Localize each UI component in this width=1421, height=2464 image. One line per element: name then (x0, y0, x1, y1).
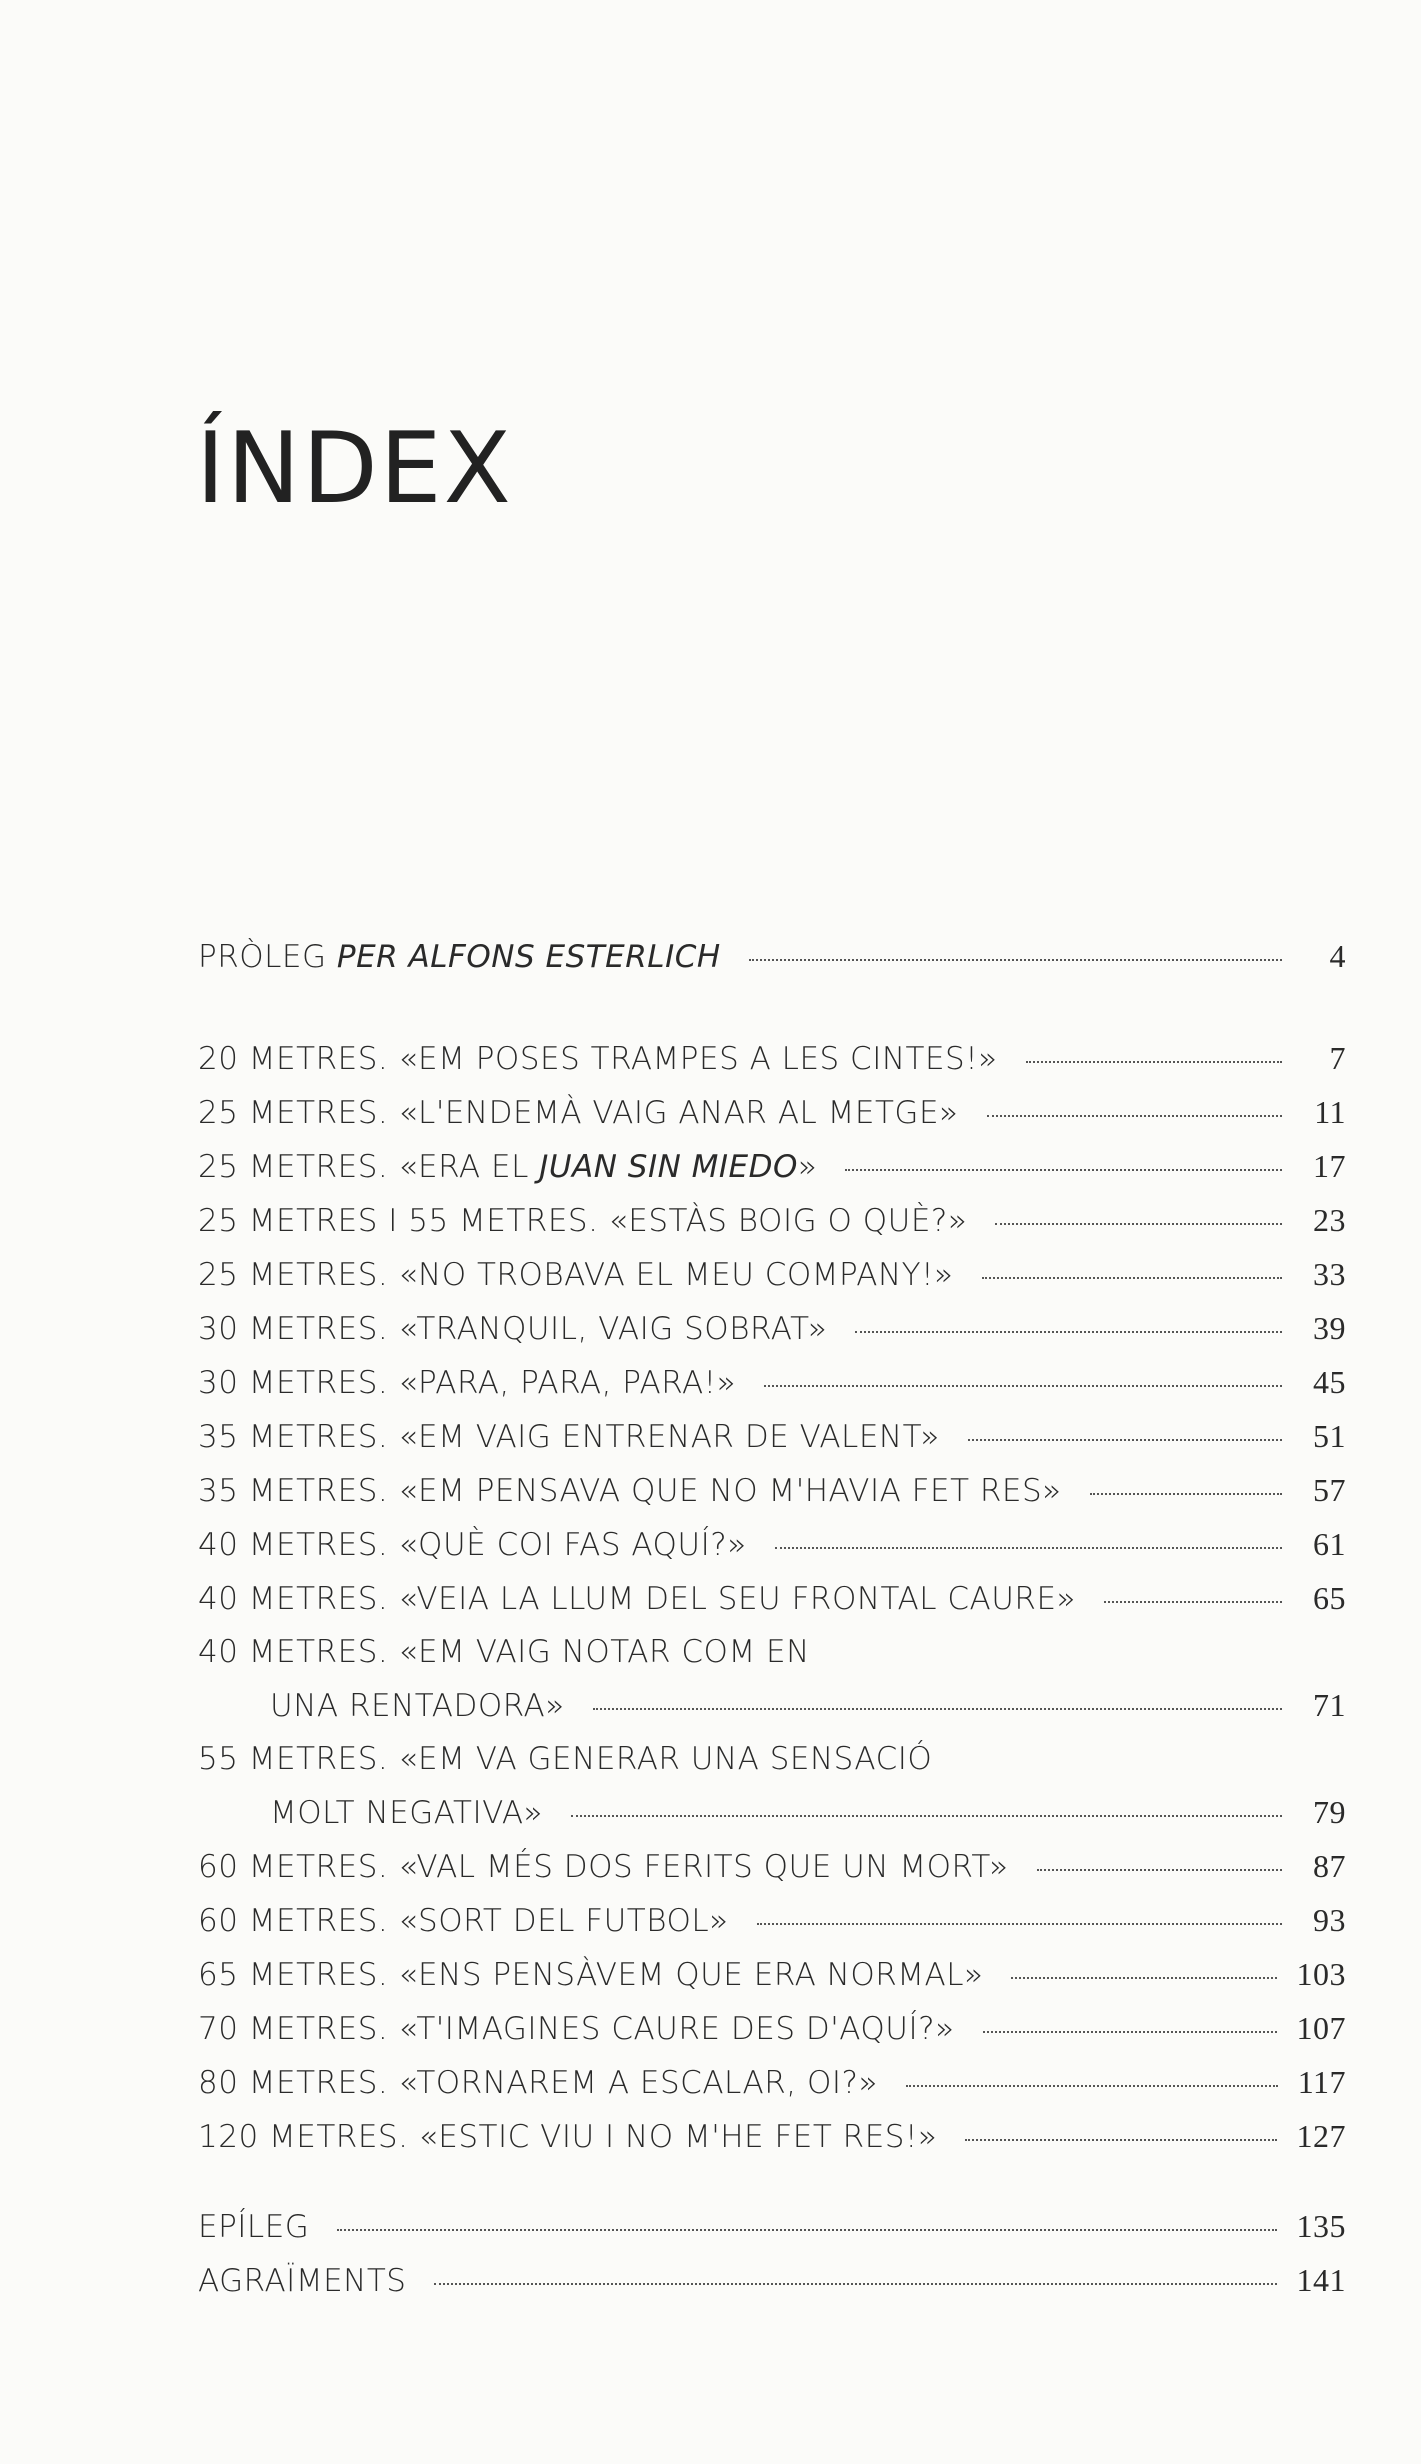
toc-entry-prologue[interactable] (198, 930, 1346, 984)
dot-leader (906, 2085, 1278, 2087)
toc-page-number: 39 (1313, 1310, 1346, 1346)
toc-entry-label: 20 METRES. «EM POSES TRAMPES A LES CINTES!» (198, 1041, 998, 1077)
toc-entry-label: 40 METRES. «QUÈ COI FAS AQUÍ?» (198, 1527, 747, 1563)
toc-entry-label-line1: 55 METRES. «EM VA GENERAR UNA SENSACIÓ (198, 1741, 933, 1777)
toc-entry-label: PRÒLEG PER ALFONS ESTERLICH (198, 939, 721, 975)
dot-leader (1011, 1977, 1276, 1979)
toc-entry[interactable] (198, 1140, 1346, 1194)
toc-entry-label: 120 METRES. «ESTIC VIU I NO M'HE FET RES!» (198, 2119, 938, 2155)
toc-page-number: 57 (1313, 1472, 1346, 1508)
toc-entry-label: 25 METRES. «L'ENDEMÀ VAIG ANAR AL METGE» (198, 1095, 959, 1131)
dot-leader (995, 1223, 1282, 1225)
toc-entry-label: 30 METRES. «TRANQUIL, VAIG SOBRAT» (198, 1311, 828, 1347)
toc-page-number: 17 (1313, 1148, 1346, 1184)
toc-entry-label: EPÍLEG (198, 2209, 310, 2245)
toc-page-number: 33 (1313, 1256, 1346, 1292)
dot-leader (757, 1923, 1282, 1925)
toc-page-number: 51 (1313, 1418, 1346, 1454)
toc-entry-label: 35 METRES. «EM VAIG ENTRENAR DE VALENT» (198, 1419, 940, 1455)
dot-leader (845, 1169, 1282, 1171)
dot-leader (434, 2283, 1276, 2285)
dot-leader (982, 1277, 1283, 1279)
toc-entry-label-line2: UNA RENTADORA» (270, 1688, 565, 1724)
toc-entry-wrapped[interactable] (198, 1626, 1346, 1733)
toc-entry[interactable] (198, 2056, 1346, 2110)
toc-entry-epilogue[interactable] (198, 2200, 1346, 2254)
toc-page-number: 7 (1329, 1040, 1346, 1076)
toc-page-number: 93 (1313, 1902, 1346, 1938)
toc-entry-label: 40 METRES. «VEIA LA LLUM DEL SEU FRONTAL CAURE» (198, 1581, 1077, 1617)
toc-entry[interactable] (198, 1464, 1346, 1518)
toc-entry[interactable] (198, 1356, 1346, 1410)
toc-entry[interactable] (198, 2002, 1346, 2056)
toc-entry[interactable] (198, 1086, 1346, 1140)
toc-entry[interactable] (198, 1572, 1346, 1626)
toc-page-number: 11 (1314, 1094, 1346, 1130)
toc-entry-label: 65 METRES. «ENS PENSÀVEM QUE ERA NORMAL» (198, 1957, 984, 1993)
toc-page-number: 45 (1313, 1364, 1346, 1400)
page-title: ÍNDEX (196, 412, 513, 526)
toc-entry-label: 25 METRES. «NO TROBAVA EL MEU COMPANY!» (198, 1257, 954, 1293)
toc-entry-label: 60 METRES. «SORT DEL FUTBOL» (198, 1903, 729, 1939)
dot-leader (593, 1708, 1282, 1710)
toc-page-number: 135 (1296, 2208, 1346, 2244)
toc-entry[interactable] (198, 2110, 1346, 2164)
toc-entry-label: 35 METRES. «EM PENSAVA QUE NO M'HAVIA FET RES» (198, 1473, 1062, 1509)
toc-page-number: 71 (1313, 1687, 1346, 1723)
toc-entry[interactable] (198, 1840, 1346, 1894)
toc-intro-section (198, 930, 1346, 984)
toc-entry-label: 80 METRES. «TORNAREM A ESCALAR, OI?» (198, 2065, 878, 2101)
toc-entry-label: 70 METRES. «T'IMAGINES CAURE DES D'AQUÍ?» (198, 2011, 955, 2047)
dot-leader (749, 959, 1282, 961)
toc-entry-label: 25 METRES. «ERA EL JUAN SIN MIEDO» (198, 1149, 818, 1185)
toc-page-number: 23 (1313, 1202, 1346, 1238)
toc-page-number: 127 (1296, 2118, 1346, 2154)
toc-entry-label: 30 METRES. «PARA, PARA, PARA!» (198, 1365, 737, 1401)
toc-entry[interactable] (198, 1410, 1346, 1464)
dot-leader (1037, 1869, 1282, 1871)
toc-page-number: 79 (1313, 1794, 1346, 1830)
toc-entry-label-line1: 40 METRES. «EM VAIG NOTAR COM EN (198, 1634, 810, 1670)
toc-page-number: 103 (1296, 1956, 1346, 1992)
toc-page-number: 117 (1297, 2064, 1346, 2100)
toc-entry[interactable] (198, 1302, 1346, 1356)
dot-leader (764, 1385, 1282, 1387)
dot-leader (1104, 1601, 1282, 1603)
dot-leader (775, 1547, 1282, 1549)
toc-page-number: 65 (1313, 1580, 1346, 1616)
toc-chapters-section (198, 1032, 1346, 2164)
toc-page-number: 4 (1329, 938, 1346, 974)
dot-leader (1090, 1493, 1282, 1495)
toc-entry[interactable] (198, 1894, 1346, 1948)
toc-entry[interactable] (198, 1248, 1346, 1302)
toc-entry[interactable] (198, 1194, 1346, 1248)
toc-entry-label: 25 METRES I 55 METRES. «ESTÀS BOIG O QUÈ?» (198, 1203, 968, 1239)
toc-page-number: 61 (1313, 1526, 1346, 1562)
toc-page-number: 107 (1296, 2010, 1346, 2046)
dot-leader (968, 1439, 1282, 1441)
toc-entry[interactable] (198, 1032, 1346, 1086)
dot-leader (855, 1331, 1282, 1333)
dot-leader (571, 1815, 1282, 1817)
toc-page-number: 141 (1296, 2262, 1346, 2298)
dot-leader (987, 1115, 1282, 1117)
toc-entry[interactable] (198, 1518, 1346, 1572)
toc-page-number: 87 (1313, 1848, 1346, 1884)
toc-outro-section (198, 2200, 1346, 2308)
toc-entry-acknowledgements[interactable] (198, 2254, 1346, 2308)
toc-entry[interactable] (198, 1948, 1346, 2002)
dot-leader (983, 2031, 1277, 2033)
dot-leader (1026, 1061, 1282, 1063)
toc-entry-label: AGRAÏMENTS (198, 2263, 407, 2299)
toc-entry-label: 60 METRES. «VAL MÉS DOS FERITS QUE UN MORT» (198, 1849, 1009, 1885)
toc-entry-label-line2: MOLT NEGATIVA» (270, 1795, 544, 1831)
dot-leader (337, 2229, 1276, 2231)
toc-entry-wrapped[interactable] (198, 1733, 1346, 1840)
dot-leader (965, 2139, 1276, 2141)
